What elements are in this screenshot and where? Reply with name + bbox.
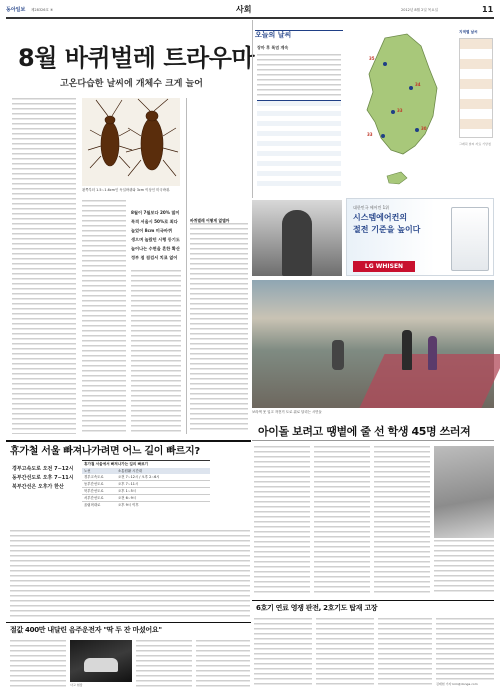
car-wreck-icon <box>84 658 118 672</box>
pullquote-line: 정부 점 점검서 치료 없어 <box>131 255 178 260</box>
vacation-subhead-2: 동부간선도로 오후 7∼11시 <box>12 475 74 481</box>
weather-table-left <box>257 100 341 190</box>
table-row: 서부간선도로 오전 6∼9시 <box>82 495 210 502</box>
crash-photo-caption: 사고 현장 <box>70 683 83 687</box>
lead-body-col2 <box>82 200 126 434</box>
lead-headline: 8월 바퀴벌레 트라우마 <box>18 44 255 72</box>
street-photo-caption: 보라색 옷 입고 자전거 도로 위로 달리는 시민들 <box>252 410 322 414</box>
bottom-body-col1 <box>254 618 312 686</box>
lead-subheadline: 고온다습한 날씨에 개체수 크게 늘어 <box>60 79 203 89</box>
map-temp-label: 35 <box>369 56 375 61</box>
pullquote-line: 늘어나는 수면을 흔한 확산 <box>131 246 180 251</box>
feature-headline: 아이돌 보려고 땡볕에 줄 선 학생 45명 쓰러져 <box>258 425 471 438</box>
lead-kicker: 바퀴벌레 어떻게 없앨까 <box>190 218 230 223</box>
ad-brand: LG WHISEN <box>364 263 404 270</box>
traffic-table-title: 휴가철 서울에서 빠져나가는 길의 빠르기 <box>84 462 149 466</box>
lead-body-col1 <box>12 98 76 434</box>
weather-map <box>345 26 455 196</box>
paper-name: 동아일보 <box>6 7 26 13</box>
vacation-subhead-1: 경부고속도로 오전 7∼12시 <box>12 466 74 472</box>
weather-body <box>257 54 341 96</box>
table-row: 동부간선도로 오후 7∼11시 <box>82 481 210 488</box>
issue-date: 2012년 8월 2일 목요일 <box>401 8 438 12</box>
cockroach-photo <box>82 98 180 186</box>
ad-brand-logo <box>353 261 415 272</box>
crime-body-col1 <box>10 640 66 688</box>
crowd-photo-caption <box>434 540 494 594</box>
ad-line3: 절전 기준을 높이다 <box>353 225 421 234</box>
feature-rule <box>252 440 494 441</box>
table-row: 노선 소통원활 시간대 <box>82 468 210 474</box>
aircon-unit-icon <box>451 207 489 271</box>
section-title: 사회 <box>236 5 252 14</box>
ad-line2: 시스템에어컨의 <box>353 213 408 222</box>
weather-label-right: 지역별 날씨 <box>459 30 478 34</box>
weather-section <box>252 20 494 198</box>
bottom-body-col3 <box>378 618 432 686</box>
weather-footer: 그래픽 날씨 자료 기상청 <box>459 142 491 146</box>
pullquote-line: 늘었어 8cm 미국바퀴 <box>131 228 172 233</box>
header-rule <box>6 17 494 19</box>
page-number: 11 <box>482 5 494 14</box>
feature-body-col1 <box>254 446 310 594</box>
people-photo-top <box>252 200 342 276</box>
street-photo <box>252 280 494 408</box>
lead-body-col3 <box>186 98 248 434</box>
pullquote-line: 8월이 7월보다 20% 많이 <box>131 210 180 215</box>
feature-body-col3 <box>374 446 430 594</box>
map-temp-label: 30 <box>421 126 427 131</box>
bottom-body-col4 <box>436 618 494 680</box>
pullquote-line: 생으며 놀랐던 시행 등기도 <box>131 237 180 242</box>
issue-number: 제28326호 ⑥ <box>31 8 54 12</box>
traffic-table <box>82 460 210 524</box>
section-rule <box>6 440 251 442</box>
byline: 김태현 기자 kim@donga.com <box>436 682 478 686</box>
ad-line1: 대한민국 에어컨 1위 <box>353 205 389 210</box>
masthead <box>6 5 494 17</box>
crime-body-col3 <box>196 640 250 688</box>
vacation-headline: 휴가철 서울 빠져나가려면 어느 길이 빠르지? <box>10 446 200 457</box>
crime-body-col2 <box>136 640 192 688</box>
pedestrian-figure <box>402 330 412 370</box>
vacation-body <box>10 530 250 620</box>
weather-title: 오늘의 날씨 <box>255 31 292 39</box>
map-temp-label: 33 <box>367 132 373 137</box>
pedestrian-figure <box>428 336 437 370</box>
vacation-subhead-3: 북부간선은 오후가 한산 <box>12 484 64 490</box>
cockroach-photo-caption: 왼쪽부터 1.5∼1.6cm인 독일바퀴와 3cm 이상인 미국바퀴. <box>82 188 171 192</box>
pullquote-line: 목격 서울시 50%로 최다 <box>131 219 178 224</box>
table-row: 북부간선도로 오후 1∼5시 <box>82 488 210 495</box>
cyclist-figure <box>332 340 344 370</box>
lead-pullquote <box>131 208 183 262</box>
bottom-headline: 6호기 연료 영쟁 판전, 2호기도 탑재 고장 <box>256 604 378 612</box>
crime-headline: 절값 400만 내달린 음주운전자 "딱 두 잔 마셨어요" <box>10 626 162 634</box>
lead-body-col2b <box>131 270 181 434</box>
table-row: 올림픽대로 오후 9시 이후 <box>84 502 139 507</box>
bottom-rule <box>252 600 494 601</box>
aircon-ad <box>346 198 494 276</box>
person-silhouette-icon <box>282 210 312 276</box>
table-row: 경부고속도로 오전 7∼12시 / 오후 2∼6시 <box>82 474 210 481</box>
bottom-body-col2 <box>316 618 374 686</box>
weather-subtitle: 장마 후 폭염 계속 <box>257 45 289 50</box>
cockroach-illustration <box>82 98 180 186</box>
map-temp-label: 34 <box>415 82 421 87</box>
feature-body-col2 <box>314 446 370 594</box>
map-temp-label: 33 <box>397 108 403 113</box>
crowd-photo <box>434 446 494 538</box>
crime-rule <box>6 622 251 623</box>
crash-photo <box>70 640 132 682</box>
weather-forecast-column <box>459 38 493 138</box>
weather-header-bar <box>255 30 343 42</box>
